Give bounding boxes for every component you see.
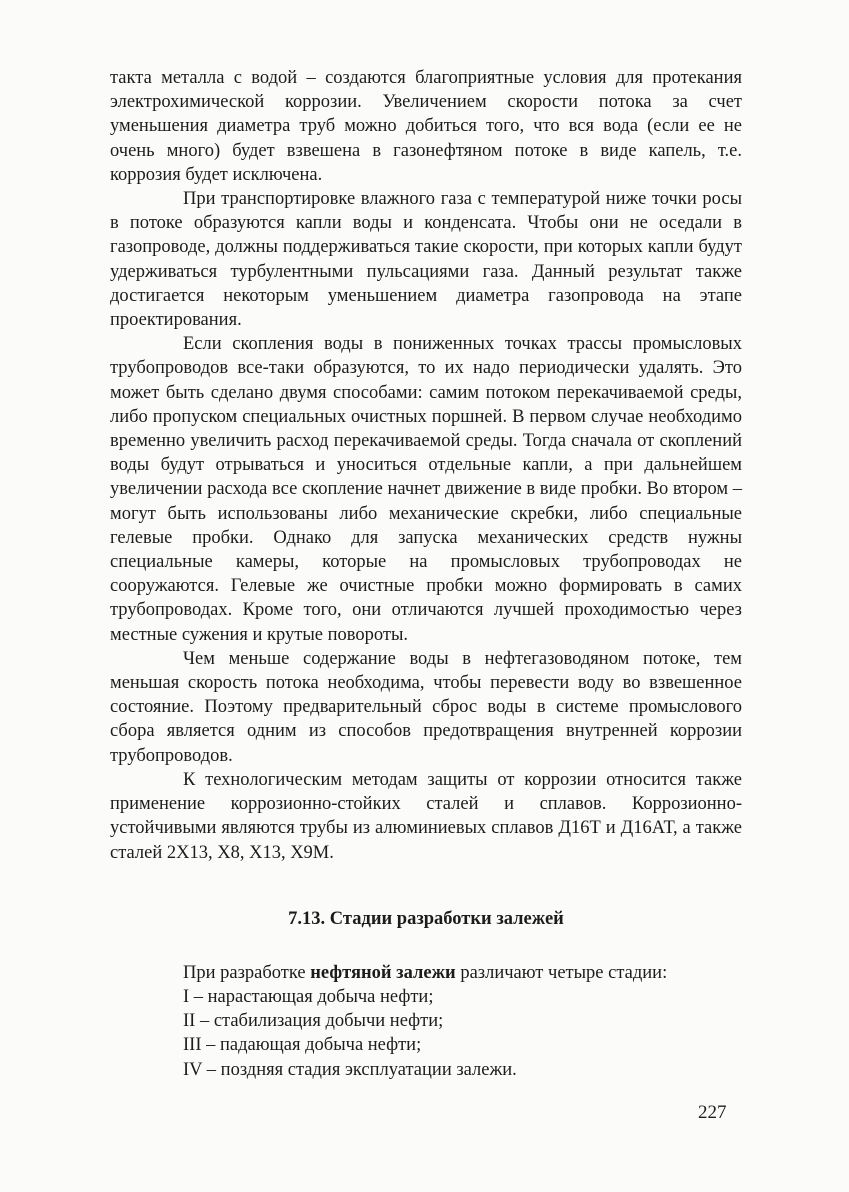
- intro-text-before: При разработке: [183, 962, 311, 983]
- stage-item-1: I – нарастающая добыча нефти;: [183, 986, 434, 1007]
- page-number: 227: [698, 1102, 727, 1123]
- paragraph-2: При транспортировке влажного газа с температурой ниже точки росы в потоке образуются капли воды и конденсата. Чтобы они не оседали в газопроводе, должны поддерживаться такие скорости, при которых капли будут удерживаться турбулентными пульсациями газа. Данный результат также достигается некоторым уменьшением диаметра газопровода на этапе проектирования.: [110, 189, 742, 331]
- stage-item-3: III – падающая добыча нефти;: [183, 1035, 422, 1056]
- stage-item-4: IV – поздняя стадия эксплуатации залежи.: [183, 1059, 517, 1080]
- section-heading: 7.13. Стадии разработки залежей: [288, 908, 564, 929]
- paragraph-3: Если скопления воды в пониженных точках трассы промысловых трубопроводов все-таки образуются, то их надо периодически удалять. Это может быть сделано двумя способами: самим потоком перекачиваемой среды, либо пропуском специальных очистных поршней. В первом случае необходимо временно увеличить расход перекачиваемой среды. Тогда сначала от скоплений воды будут отрываться и уноситься отдельные капли, а при дальнейшем увеличении расхода все скопление начнет движение в виде пробки. Во втором – могут быть использованы либо механические скребки, либо специальные гелевые пробки. Однако для запуска механических средств нужны специальные камеры, которые на промысловых трубопроводах не сооружаются. Гелевые же очистные пробки можно формировать в самих трубопроводах. Кроме того, они отличаются лучшей проходимостью через местные сужения и крутые повороты.: [110, 334, 742, 645]
- page-body: [110, 66, 742, 1082]
- intro-text-after: различают четыре стадии:: [455, 962, 668, 983]
- paragraph-1: такта металла с водой – создаются благоприятные условия для протекания электрохимической коррозии. Увеличением скорости потока за счет уменьшения диаметра труб можно добиться того, что вся вода (если ее не очень много) будет взвешена в газонефтяном потоке в виде капель, т.е. коррозия будет исключена.: [110, 68, 742, 185]
- intro-bold-term: нефтяной залежи: [310, 962, 456, 983]
- paragraph-5: К технологическим методам защиты от коррозии относится также применение коррозионно-стойких сталей и сплавов. Коррозионно-устойчивыми являются трубы из алюминиевых сплавов Д16Т и Д16АТ, а также сталей 2Х13, Х8, Х13, Х9М.: [110, 769, 742, 863]
- stages-intro: [183, 961, 742, 985]
- paragraph-4: Чем меньше содержание воды в нефтегазоводяном потоке, тем меньшая скорость потока необходима, чтобы перевести воду во взвешенное состояние. Поэтому предварительный сброс воды в системе промыслового сбора является одним из способов предотвращения внутренней коррозии трубопроводов.: [110, 648, 742, 766]
- stage-item-2: II – стабилизация добычи нефти;: [183, 1011, 444, 1032]
